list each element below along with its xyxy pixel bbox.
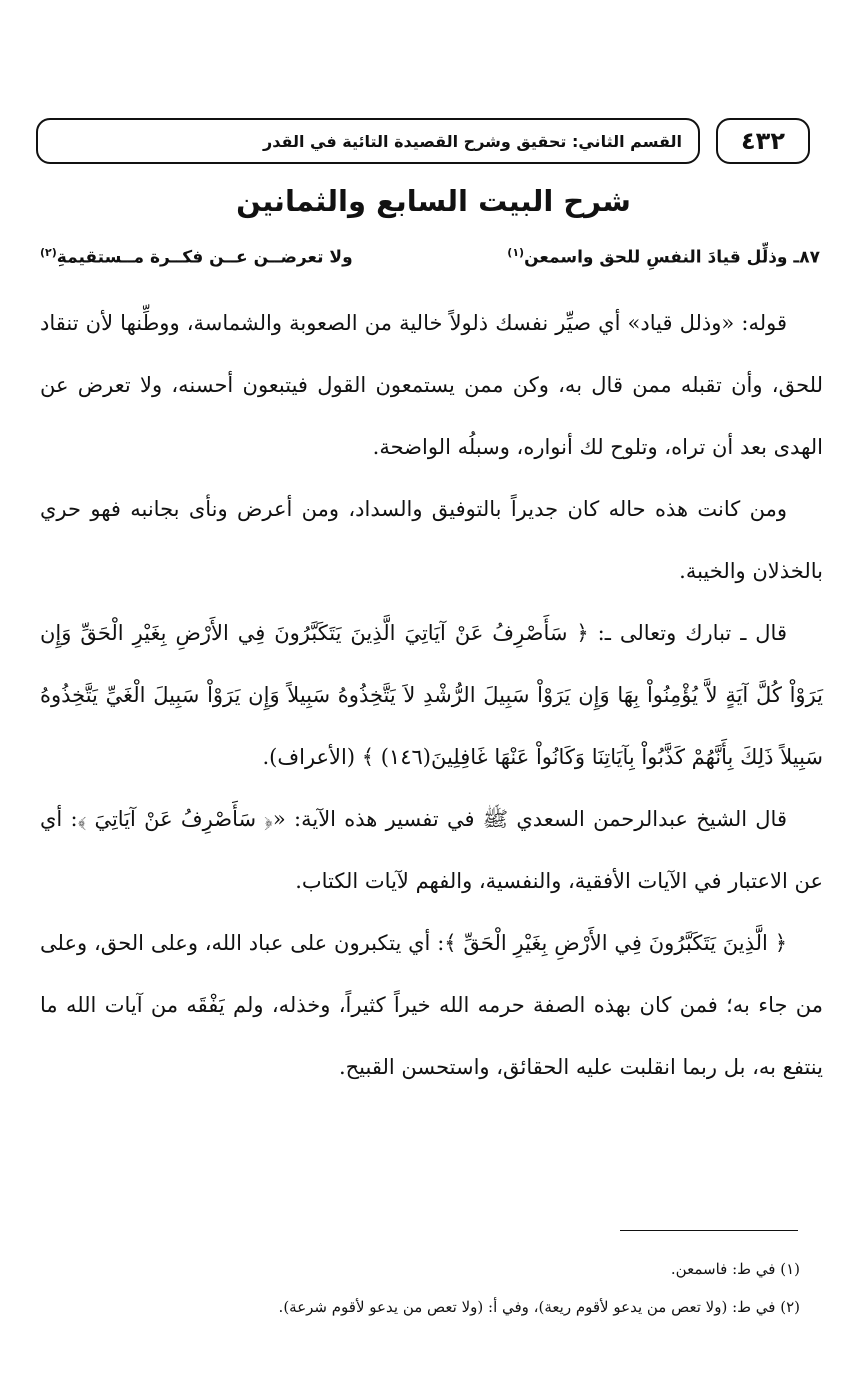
running-header-title: القسم الثاني: تحقيق وشرح القصيدة التائية في القدر — [262, 131, 682, 151]
poem-verse — [40, 240, 820, 274]
footnotes — [60, 1250, 800, 1326]
footnote-separator — [620, 1230, 798, 1231]
paragraph: ﴿ الَّذِينَ يَتَكَبَّرُونَ فِي الأَرْضِ بِغَيْرِ الْحَقِّ ﴾: أي يتكبرون على عباد الله، وعلى الحق، وعلى من جاء به؛ فمن كان بهذه الصفة حرمه الله خيراً كثيراً، وخذله، ولم يَفْقَه من آيات الله ما ينتفع به، بل ربما انقلبت عليه الحقائق، واستحسن القبيح. — [40, 931, 823, 1079]
footnote: (١) في ط: فاسمعن. — [670, 1260, 800, 1278]
verse-footnote-ref-1: (١) — [507, 246, 525, 260]
paragraph: قوله: «وذلل قياد» أي صيِّر نفسك ذلولاً خالية من الصعوبة والشماسة، ووطِّنها لأن تنقاد للحق، وأن تقبله ممن قال به، وكن ممن يستمعون القول فيتبعون أحسنه، ولا تعرض عن الهدى بعد أن تراه، وتلوح لك أنواره، وسبلُه الواضحة. — [40, 311, 823, 459]
page-number: ٤٣٢ — [741, 127, 785, 155]
verse-first-hemistich-wrap — [507, 246, 820, 268]
running-header — [36, 118, 700, 164]
section-title: شرح البيت السابع والثمانين — [236, 184, 631, 218]
paragraph: قال الشيخ عبدالرحمن السعدي ﷺ في تفسير هذه الآية: «﴿ سَأَصْرِفُ عَنْ آيَاتِيَ ﴾: أي عن الاعتبار في الآيات الأفقية، والنفسية، والفهم لآيات الكتاب. — [40, 807, 823, 893]
page-number-box — [716, 118, 810, 164]
verse-second-hemistich-wrap — [40, 246, 353, 268]
verse-second-hemistich: ولا تعرضــن عــن فكــرة مــستقيمةِ — [56, 247, 353, 268]
body-text — [40, 292, 823, 1098]
verse-footnote-ref-2: (٢) — [40, 246, 57, 260]
paragraph: قال ـ تبارك وتعالى ـ: ﴿ سَأَصْرِفُ عَنْ آيَاتِيَ الَّذِينَ يَتَكَبَّرُونَ فِي الأَرْضِ بِغَيْرِ الْحَقِّ وَإِن يَرَوْاْ كُلَّ آيَةٍ لاَّ يُؤْمِنُواْ بِهَا وَإِن يَرَوْاْ سَبِيلَ الرُّشْدِ لاَ يَتَّخِذُوهُ سَبِيلاً وَإِن يَرَوْاْ سَبِيلَ الْغَيِّ يَتَّخِذُوهُ سَبِيلاً ذَلِكَ بِأَنَّهُمْ كَذَّبُواْ بِآيَاتِنَا وَكَانُواْ عَنْهَا غَافِلِينَ(١٤٦) ﴾ (الأعراف). — [40, 621, 823, 769]
paragraph: ومن كانت هذه حاله كان جديراً بالتوفيق والسداد، ومن أعرض ونأى بجانبه فهو حري بالخذلان والخيبة. — [40, 497, 823, 583]
verse-first-hemistich: ٨٧ـ وذلِّل قيادَ النفسِ للحق واسمعن — [524, 247, 820, 268]
footnote: (٢) في ط: (ولا تعص من يدعو لأقوم ريعة)، وفي أ: (ولا تعص من يدعو لأقوم شرعة). — [278, 1298, 800, 1316]
